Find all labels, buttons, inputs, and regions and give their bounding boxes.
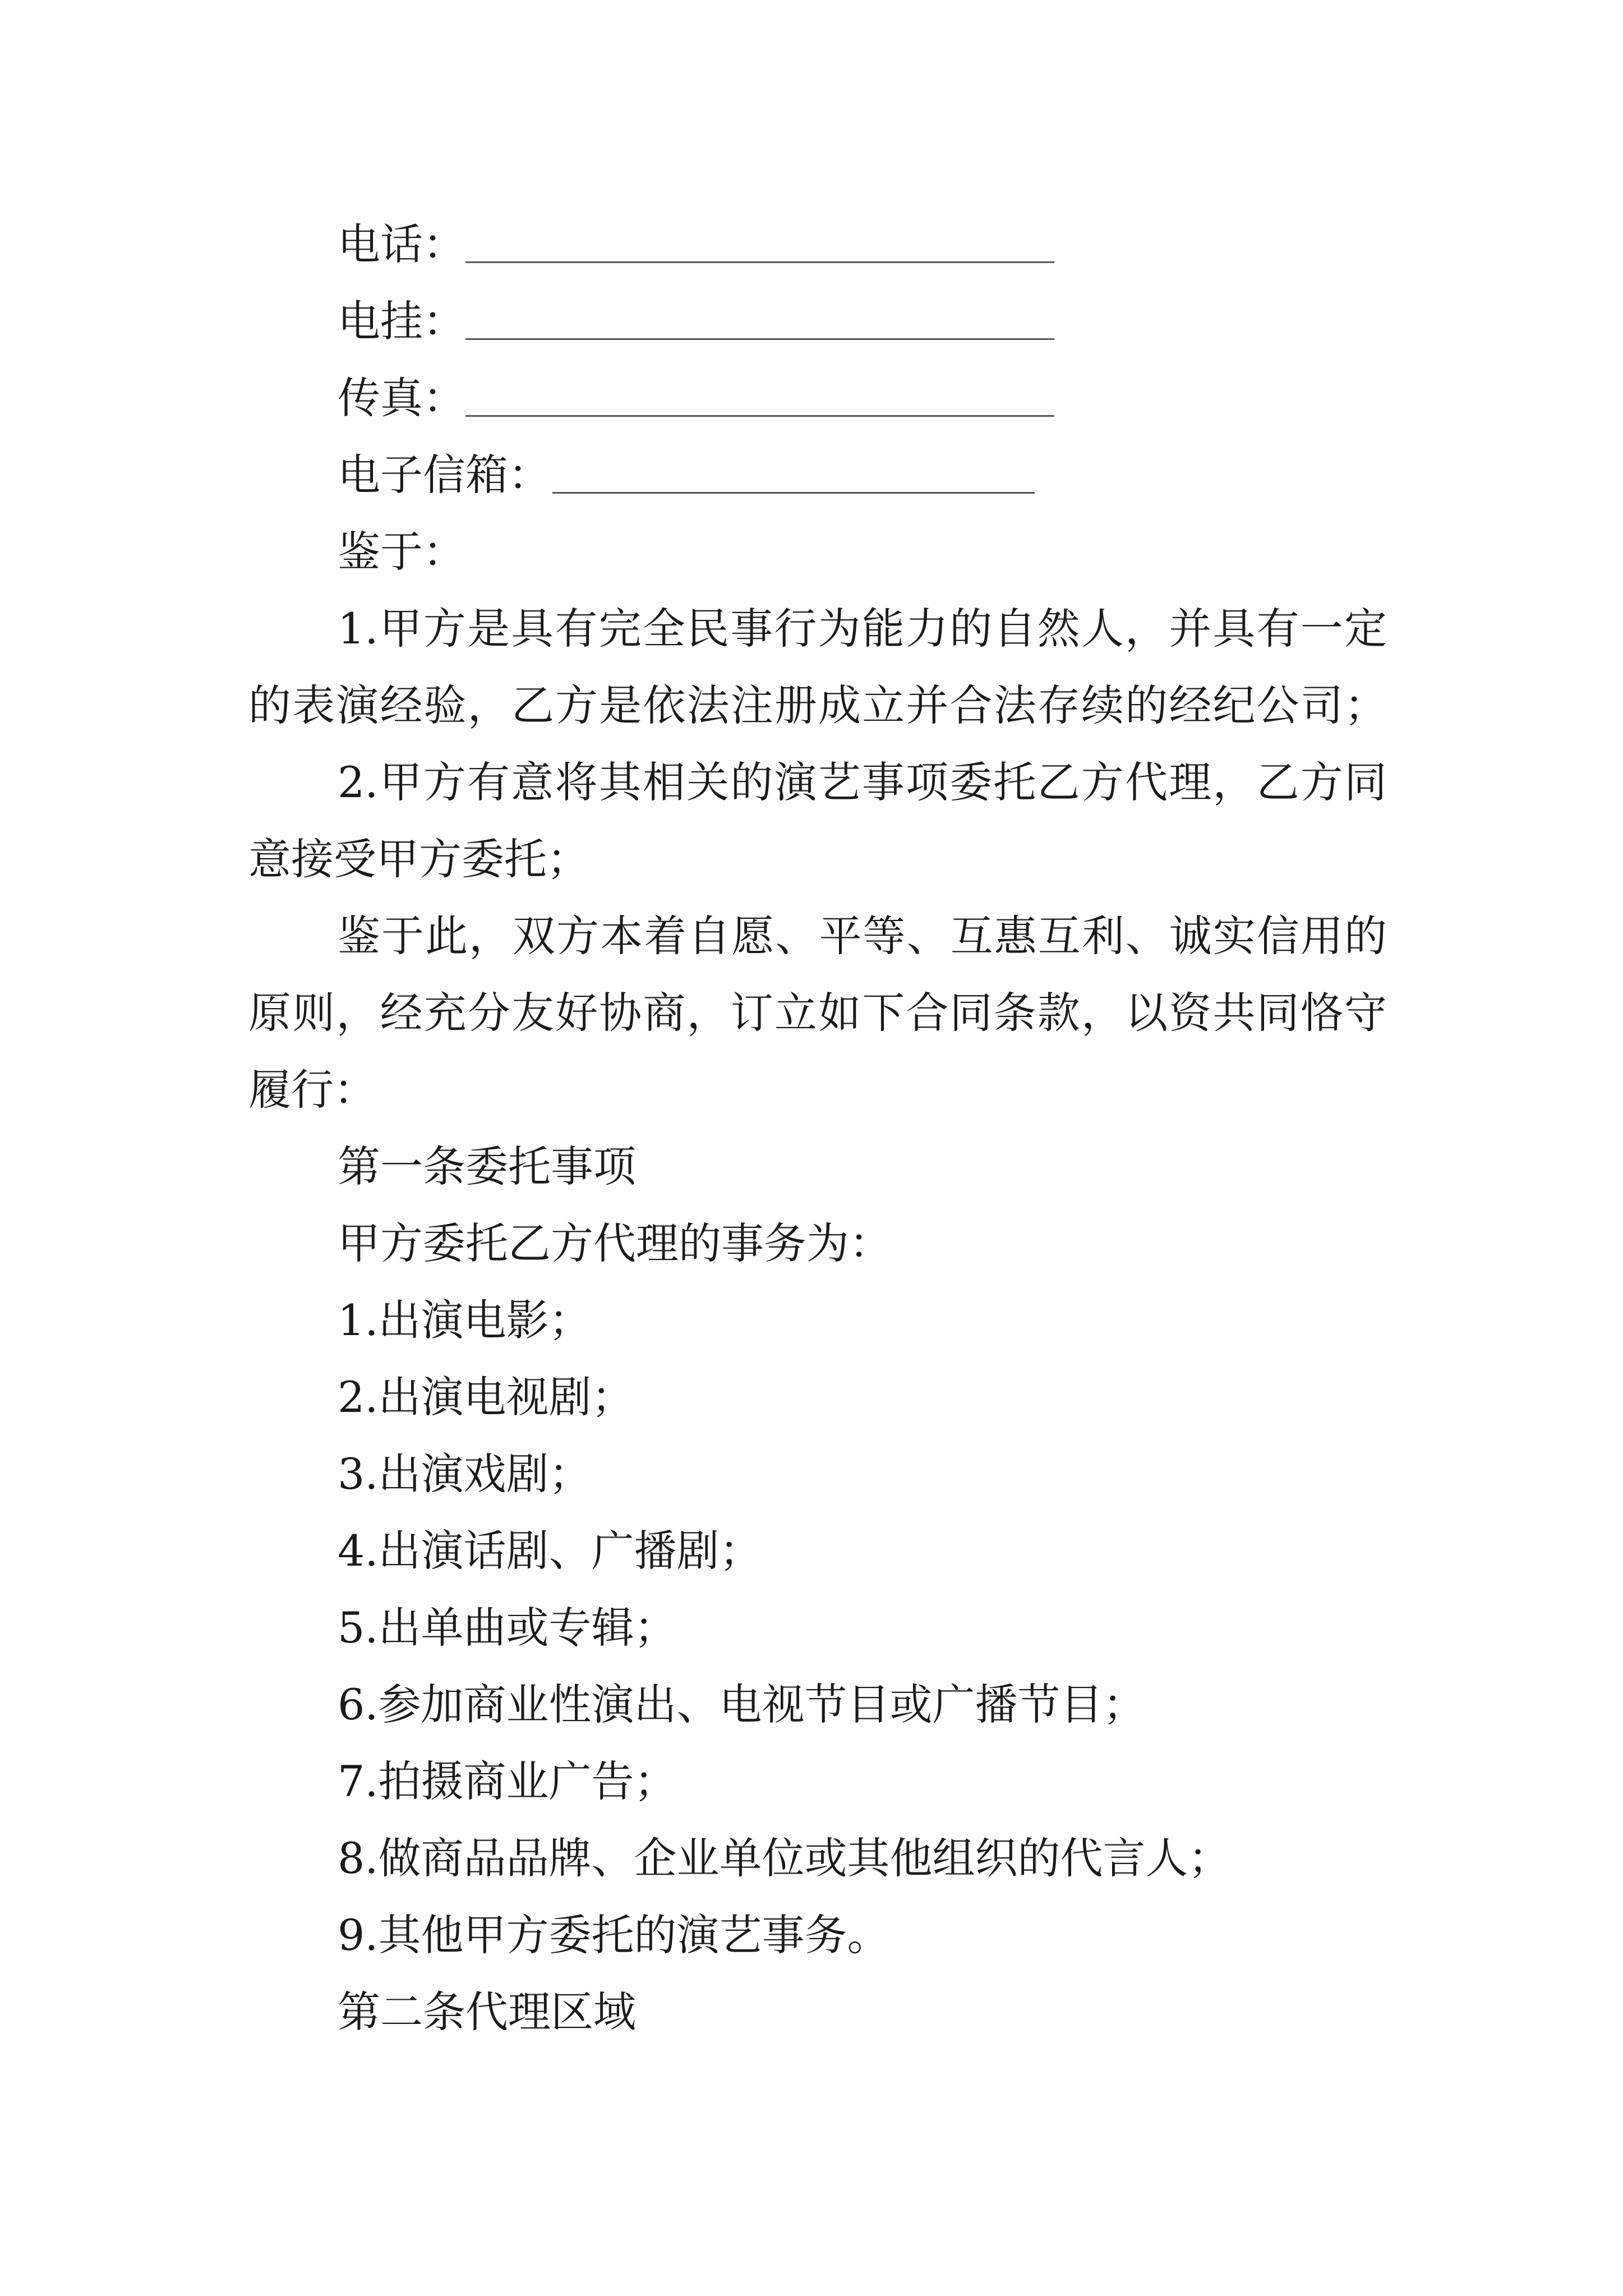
article-1-item: 4.出演话剧、广播剧；	[338, 1526, 762, 1576]
recital-1-line-1: 1.甲方是具有完全民事行为能力的自然人，并具有一定	[338, 604, 1387, 654]
fax-label: 传真：	[338, 373, 465, 423]
email-label: 电子信箱：	[338, 450, 551, 500]
recitals-heading: 鉴于：	[338, 527, 465, 577]
article-1-item: 2.出演电视剧；	[338, 1372, 634, 1422]
recital-conclusion-line-2: 原则，经充分友好协商，订立如下合同条款，以资共同恪守	[248, 988, 1387, 1038]
recital-conclusion-line-3: 履行：	[248, 1065, 376, 1115]
telex-blank-line	[465, 338, 1054, 340]
article-1-item: 5.出单曲或专辑；	[338, 1603, 677, 1653]
email-blank-line	[552, 492, 1035, 494]
recital-1-line-2: 的表演经验，乙方是依法注册成立并合法存续的经纪公司；	[248, 680, 1387, 730]
article-1-intro: 甲方委托乙方代理的事务为：	[338, 1218, 892, 1268]
article-1-item: 7.拍摄商业广告；	[338, 1756, 677, 1806]
article-1-title: 第一条委托事项	[338, 1142, 636, 1191]
article-2-title: 第二条代理区域	[338, 1987, 636, 2037]
article-1-item: 3.出演戏剧；	[338, 1449, 592, 1499]
recital-conclusion-line-1: 鉴于此，双方本着自愿、平等、互惠互利、诚实信用的	[338, 911, 1387, 961]
recital-2-line-2: 意接受甲方委托；	[248, 834, 589, 884]
phone-blank-line	[465, 261, 1054, 263]
fax-blank-line	[465, 415, 1054, 417]
article-1-item: 9.其他甲方委托的演艺事务。	[338, 1910, 890, 1960]
recital-2-line-1: 2.甲方有意将其相关的演艺事项委托乙方代理，乙方同	[338, 757, 1387, 807]
article-1-item: 8.做商品品牌、企业单位或其他组织的代言人；	[338, 1833, 1231, 1883]
article-1-item: 6.参加商业性演出、电视节目或广播节目；	[338, 1680, 1146, 1729]
phone-label: 电话：	[338, 219, 465, 269]
article-1-item: 1.出演电影；	[338, 1295, 592, 1345]
telex-label: 电挂：	[338, 296, 465, 346]
